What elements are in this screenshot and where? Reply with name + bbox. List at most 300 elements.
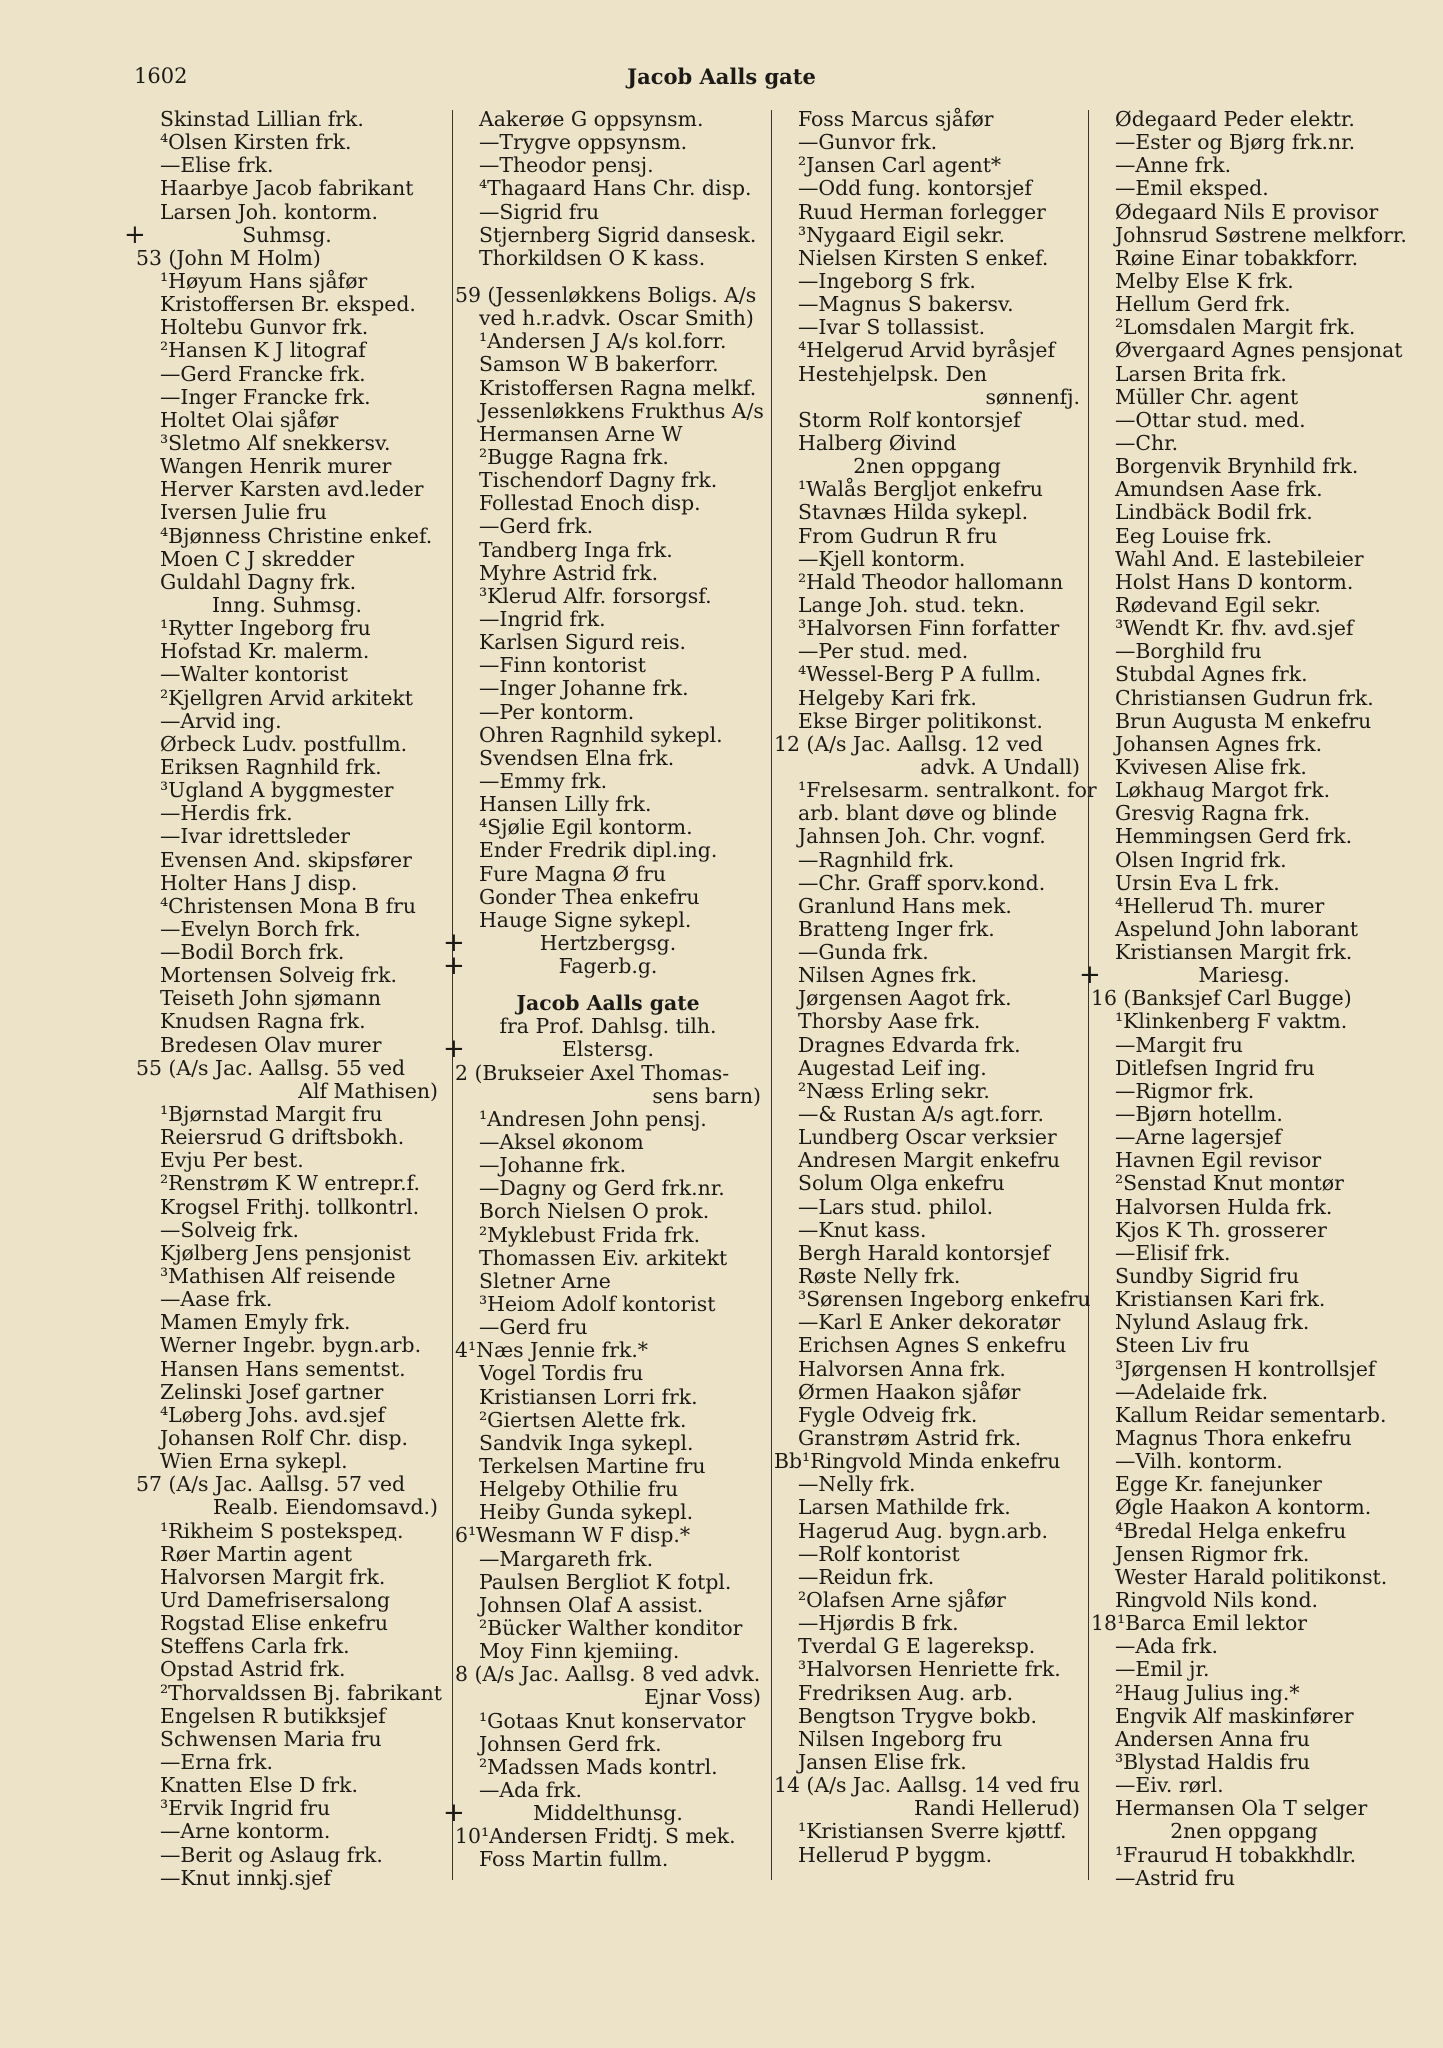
directory-line: Samson W B bakerforr. <box>479 352 719 377</box>
directory-line: Løkhaug Margot frk. <box>1115 778 1331 803</box>
directory-line: 12 (A/s Jac. Aallsg. 12 ved <box>774 731 1044 756</box>
directory-line: ¹Høyum Hans sjåfør <box>160 268 368 293</box>
directory-line: —Ada frk. <box>479 1777 582 1802</box>
directory-line: Kristiansen Lorri frk. <box>479 1384 698 1409</box>
directory-line: —Ingeborg S frk. <box>798 268 976 293</box>
directory-line: Røine Einar tobakkforr. <box>1115 245 1359 270</box>
directory-line: ²Jansen Carl agent* <box>798 153 1002 178</box>
directory-line: Larsen Brita frk. <box>1115 361 1287 386</box>
directory-line: 2nen oppgang <box>853 454 1001 479</box>
directory-line: ³Wendt Kr. fhv. avd.sjef <box>1115 616 1354 641</box>
directory-line: Granstrøm Astrid frk. <box>798 1426 1022 1451</box>
directory-line: Myhre Astrid frk. <box>479 560 659 585</box>
directory-line: —Dagny og Gerd frk.nr. <box>479 1176 725 1201</box>
cross-street-label: Fagerb.g. <box>558 954 658 979</box>
directory-line <box>124 219 438 250</box>
cross-street-label: Mariesg. <box>1198 963 1290 988</box>
directory-line: ¹Bjørnstad Margit fru <box>160 1102 383 1127</box>
directory-line: Hermansen Ola T selger <box>1115 1796 1368 1821</box>
directory-line: ¹Andersen J A/s kol.forr. <box>479 329 727 354</box>
directory-line: Jansen Elise frk. <box>798 1749 967 1774</box>
directory-line: Aspelund John laborant <box>1115 916 1359 941</box>
directory-line: Urd Damefrisersalong <box>160 1588 391 1612</box>
directory-line: ¹Frelsesarm. sentralkont. for <box>798 778 1097 803</box>
directory-line: Steen Liv fru <box>1115 1333 1250 1358</box>
directory-line: ²Lomsdalen Margit frk. <box>1115 315 1356 340</box>
directory-line: Halberg Øivind <box>798 430 957 455</box>
directory-line: Johansen Rolf Chr. disp. <box>160 1426 408 1451</box>
directory-line: —Gerd Francke frk. <box>160 361 366 386</box>
directory-line: Eriksen Ragnhild frk. <box>160 754 382 779</box>
directory-line: Wangen Henrik murer <box>160 454 392 479</box>
running-head: Jacob Aalls gate <box>627 64 816 89</box>
directory-line: —Trygve oppsynsm. <box>479 130 688 155</box>
column-rule-3 <box>1088 110 1089 1880</box>
directory-line: Andresen Margit enkefru <box>798 1148 1060 1173</box>
directory-line: ²Madssen Mads kontrl. <box>479 1754 718 1779</box>
directory-line: ³Heiom Adolf kontorist <box>479 1292 716 1317</box>
directory-line: Holtebu Gunvor frk. <box>160 315 369 340</box>
directory-line: ³Sletmo Alf snekkersv. <box>160 430 391 455</box>
directory-line: sønnenfj. <box>985 384 1080 409</box>
directory-line: ²Giertsen Alette frk. <box>479 1407 687 1432</box>
directory-line: Steffens Carla frk. <box>160 1634 350 1659</box>
directory-line: Iversen Julie fru <box>160 500 327 525</box>
directory-line: ³Halvorsen Henriette frk. <box>798 1657 1061 1682</box>
directory-line: —Theodor pensj. <box>479 153 654 178</box>
directory-line: Svendsen Elna frk. <box>479 745 675 770</box>
directory-line: ³Ervik Ingrid fru <box>160 1796 331 1821</box>
directory-line: Brun Augusta M enkefru <box>1115 708 1372 733</box>
directory-line: —Emil eksped. <box>1115 176 1269 201</box>
directory-line: 55 (A/s Jac. Aallsg. 55 ved <box>136 1055 406 1080</box>
directory-line: 2nen oppgang <box>1170 1819 1318 1844</box>
directory-line: Granlund Hans mek. <box>798 893 1012 918</box>
directory-line: Borgenvik Brynhild frk. <box>1115 454 1359 479</box>
directory-line: Olsen Ingrid frk. <box>1115 847 1287 872</box>
directory-line: ²Hald Theodor hallomann <box>798 569 1064 594</box>
directory-line: Krogsel Frithj. tollkontrl. <box>160 1194 420 1219</box>
directory-line: Heiby Gunda sykepl. <box>479 1500 694 1525</box>
directory-line: —Ragnhild frk. <box>798 847 955 872</box>
directory-line: Halvorsen Margit frk. <box>160 1564 386 1589</box>
directory-line: ²Bugge Ragna frk. <box>479 444 669 469</box>
directory-line: Bergh Harald kontorsjef <box>798 1240 1050 1265</box>
directory-line: ¹Gotaas Knut konservator <box>479 1708 746 1733</box>
directory-line: Solum Olga enkefru <box>798 1171 1005 1196</box>
directory-line: Aakerøe G oppsynsm. <box>479 107 704 131</box>
directory-column-2 <box>443 107 764 1872</box>
directory-line: Erichsen Agnes S enkefru <box>798 1333 1067 1358</box>
directory-line: Nilsen Ingeborg fru <box>798 1726 1003 1751</box>
cross-street-marker-icon: + <box>1079 960 1101 991</box>
directory-line: Vogel Tordis fru <box>479 1361 644 1386</box>
directory-line: —Ester og Bjørg frk.nr. <box>1115 130 1356 155</box>
directory-line: —Aksel økonom <box>479 1130 644 1155</box>
directory-line <box>443 1798 761 1829</box>
directory-line: Jahnsen Joh. Chr. vognf. <box>798 824 1046 849</box>
directory-line: 53 (John M Holm) <box>136 245 321 270</box>
directory-line: —Sigrid fru <box>479 199 600 224</box>
directory-line <box>1079 960 1397 991</box>
directory-line: ¹Andresen John pensj. <box>479 1106 707 1131</box>
directory-line: Johnsen Olaf A assist. <box>479 1592 704 1617</box>
directory-line: —Per kontorm. <box>479 699 635 724</box>
directory-line: Hauge Signe sykepl. <box>479 907 692 932</box>
directory-line: Storm Rolf kontorsjef <box>798 407 1021 432</box>
directory-line: —Adelaide frk. <box>1115 1379 1269 1404</box>
directory-line: —Kjell kontorm. <box>798 546 966 571</box>
directory-line: fra Prof. Dahlsg. tilh. <box>499 1014 717 1039</box>
directory-line: —Elisif frk. <box>1115 1240 1231 1265</box>
directory-line: Skinstad Lillian frk. <box>160 107 364 131</box>
directory-line: Schwensen Maria fru <box>160 1726 382 1751</box>
directory-line: —Knut kass. <box>798 1217 927 1242</box>
directory-line: Øgle Haakon A kontorm. <box>1115 1495 1372 1520</box>
directory-line: ³Ugland A byggmester <box>160 778 394 803</box>
directory-line: Halvorsen Hulda frk. <box>1115 1194 1333 1219</box>
directory-line: arb. blant døve og blinde <box>798 801 1058 826</box>
spacer <box>455 978 761 992</box>
directory-line: —Margit fru <box>1115 1032 1243 1057</box>
directory-line: Ditlefsen Ingrid fru <box>1115 1055 1315 1080</box>
directory-line: ³Klerud Alfr. forsorgsf. <box>479 583 712 608</box>
directory-line: —Inger Johanne frk. <box>479 676 689 701</box>
directory-line: Stjernberg Sigrid dansesk. <box>479 222 757 247</box>
directory-line: Wester Harald politikonst. <box>1115 1564 1388 1589</box>
directory-line: Nielsen Kirsten S enkef. <box>798 245 1049 270</box>
directory-line: Stavnæs Hilda sykepl. <box>798 500 1029 525</box>
directory-line: Evensen And. skipsfører <box>160 847 412 872</box>
directory-line: —Astrid fru <box>1115 1865 1236 1890</box>
directory-line: Haarbye Jacob fabrikant <box>160 176 414 201</box>
directory-line: Follestad Enoch disp. <box>479 491 701 516</box>
directory-line: Hellum Gerd frk. <box>1115 292 1291 317</box>
directory-line: Kjølberg Jens pensjonist <box>160 1240 411 1265</box>
directory-line: —Chr. Graff sporv.kond. <box>798 870 1046 895</box>
directory-line: Müller Chr. agent <box>1115 384 1299 409</box>
directory-line: Helgeby Othilie fru <box>479 1477 679 1502</box>
directory-line: Ørbeck Ludv. postfullm. <box>160 731 408 756</box>
directory-line: ²Bücker Walther konditor <box>479 1616 743 1640</box>
cross-street-marker-icon: + <box>124 219 146 250</box>
directory-line: —Eiv. rørl. <box>1115 1773 1224 1798</box>
directory-line: —Evelyn Borch frk. <box>160 916 361 941</box>
directory-line: —Arne kontorm. <box>160 1819 331 1844</box>
directory-line: Jessenløkkens Frukthus A/s <box>479 398 764 423</box>
directory-line: ¹Klinkenberg F vaktm. <box>1115 1009 1348 1034</box>
directory-line: Knudsen Ragna frk. <box>160 1009 366 1034</box>
directory-line: Jørgensen Aagot frk. <box>798 986 1012 1011</box>
directory-line: ⁴Hellerud Th. murer <box>1115 893 1325 918</box>
directory-line: Zelinski Josef gartner <box>160 1379 384 1404</box>
directory-line: Rødevand Egil sekr. <box>1115 592 1321 617</box>
directory-line: Ursin Eva L frk. <box>1115 870 1280 895</box>
directory-line: Herver Karsten avd.leder <box>160 477 424 502</box>
directory-line: Holst Hans D kontorm. <box>1115 569 1354 594</box>
directory-line: ³Jørgensen H kontrollsjef <box>1115 1356 1376 1381</box>
directory-line: Borch Nielsen O prok. <box>479 1199 710 1224</box>
directory-line: —Knut innkj.sjef <box>160 1865 331 1890</box>
directory-line: Hofstad Kr. malerm. <box>160 639 370 664</box>
directory-line: 59 (Jessenløkkens Boligs. A/s <box>455 282 757 307</box>
directory-line: Thorsby Aase frk. <box>798 1009 981 1034</box>
directory-line: ¹Walås Bergljot enkefru <box>798 477 1043 502</box>
directory-line: Hansen Hans sementst. <box>160 1356 406 1381</box>
directory-line: Mortensen Solveig frk. <box>160 963 397 988</box>
directory-line: ⁴Helgerud Arvid byråsjef <box>798 338 1056 363</box>
directory-line: Nylund Aslaug frk. <box>1115 1310 1310 1335</box>
directory-line: ³Sørensen Ingeborg enkefru <box>798 1287 1091 1312</box>
directory-line: Nilsen Agnes frk. <box>798 963 978 988</box>
directory-line: Thorkildsen O K kass. <box>479 245 706 270</box>
directory-line: Larsen Mathilde frk. <box>798 1495 1011 1520</box>
directory-line: —Finn kontorist <box>479 653 646 678</box>
directory-line: Hansen Lilly frk. <box>479 792 652 817</box>
directory-line: Lindbäck Bodil frk. <box>1115 500 1313 525</box>
directory-line: —Hjørdis B frk. <box>798 1611 959 1636</box>
directory-line: ¹Kristiansen Sverre kjøttf. <box>798 1819 1067 1844</box>
directory-line: From Gudrun R fru <box>798 523 998 548</box>
directory-line: —Arvid ing. <box>160 708 282 733</box>
directory-line: Terkelsen Martine fru <box>479 1454 706 1479</box>
directory-line: —& Rustan A/s agt.forr. <box>798 1102 1044 1127</box>
directory-line: —Ingrid frk. <box>479 606 606 631</box>
column-rule-1 <box>452 110 453 1880</box>
directory-line: Ringvold Nils kond. <box>1115 1588 1319 1612</box>
directory-line: sens barn) <box>652 1083 761 1108</box>
directory-line: Sandvik Inga sykepl. <box>479 1430 694 1455</box>
directory-line: Egge Kr. fanejunker <box>1115 1472 1322 1497</box>
directory-line: 4¹Næs Jennie frk.* <box>455 1338 649 1363</box>
directory-line: Larsen Joh. kontorm. <box>160 199 378 224</box>
directory-line: Mamen Emyly frk. <box>160 1310 351 1335</box>
directory-line: Øvergaard Agnes pensjonat <box>1115 338 1403 363</box>
directory-line: ³Halvorsen Finn forfatter <box>798 616 1060 641</box>
directory-line: Bb¹Ringvold Minda enkefru <box>774 1449 1061 1474</box>
directory-line: ²Næss Erling sekr. <box>798 1078 990 1103</box>
directory-line: Hemmingsen Gerd frk. <box>1115 824 1353 849</box>
directory-line: ²Senstad Knut montør <box>1115 1171 1344 1196</box>
directory-line: advk. A Undall) <box>920 754 1080 779</box>
directory-line: —Gunda frk. <box>798 940 929 965</box>
directory-line: Wahl And. E lastebileier <box>1115 546 1364 571</box>
directory-line: Kallum Reidar sementarb. <box>1115 1402 1387 1427</box>
directory-line: Bengtson Trygve bokb. <box>798 1703 1037 1728</box>
directory-line: 14 (A/s Jac. Aallsg. 14 ved fru <box>774 1773 1081 1798</box>
directory-line: 8 (A/s Jac. Aallsg. 8 ved advk. <box>455 1662 761 1687</box>
directory-line: 2 (Brukseier Axel Thomas- <box>455 1060 730 1085</box>
directory-line: ²Haug Julius ing.* <box>1115 1680 1300 1705</box>
directory-line: —Emil jr. <box>1115 1657 1210 1682</box>
directory-line: Reiersrud G driftsbokh. <box>160 1125 405 1150</box>
directory-line: ¹Rytter Ingeborg fru <box>160 616 371 641</box>
directory-line <box>443 927 761 958</box>
directory-line: Rogstad Elise enkefru <box>160 1611 389 1636</box>
directory-line: Engvik Alf maskinfører <box>1115 1703 1354 1728</box>
directory-line: —Arne lagersjef <box>1115 1125 1282 1150</box>
directory-line: Werner Ingebr. bygn.arb. <box>160 1333 422 1358</box>
directory-line: Fygle Odveig frk. <box>798 1402 978 1427</box>
directory-line: Jensen Rigmor frk. <box>1115 1541 1310 1566</box>
directory-line: —Gerd frk. <box>479 514 594 539</box>
directory-line: Holter Hans J disp. <box>160 870 358 895</box>
cross-street-marker-icon: + <box>443 1798 465 1829</box>
directory-line: ²Hansen K J litograf <box>160 338 366 363</box>
directory-line: ³Blystad Haldis fru <box>1115 1749 1310 1774</box>
directory-line: —Emmy frk. <box>479 768 608 793</box>
directory-line: Foss Martin fullm. <box>479 1847 669 1872</box>
directory-line: ⁴Christensen Mona B fru <box>160 893 416 918</box>
directory-line: Helgeby Kari frk. <box>798 685 977 710</box>
directory-line: Kristiansen Kari frk. <box>1115 1287 1326 1312</box>
directory-line: —Per stud. med. <box>798 639 969 664</box>
cross-street-label: Elstersg. <box>562 1037 654 1062</box>
directory-line: Kristiansen Margit frk. <box>1115 940 1353 965</box>
directory-line: 6¹Wesmann W F disp.* <box>455 1523 691 1548</box>
directory-line: ¹Fraurud H tobakkhdlr. <box>1115 1842 1357 1867</box>
directory-line: Foss Marcus sjåfør <box>798 107 994 131</box>
directory-line: Andersen Anna fru <box>1115 1726 1310 1751</box>
directory-line: 16 (Banksjef Carl Bugge) <box>1091 986 1352 1011</box>
directory-line: Christiansen Gudrun frk. <box>1115 685 1374 710</box>
directory-line: Guldahl Dagny frk. <box>160 569 357 594</box>
directory-line: Johnsen Gerd frk. <box>479 1731 662 1756</box>
directory-line: ²Renstrøm K W entrepr.f. <box>160 1171 420 1196</box>
directory-line: Hagerud Aug. bygn.arb. <box>798 1518 1049 1543</box>
directory-line: —Margareth frk. <box>479 1546 654 1571</box>
directory-line: Hellerud P byggm. <box>798 1842 993 1867</box>
directory-column-3 <box>774 107 1097 1867</box>
directory-line: Hestehjelpsk. Den <box>798 361 988 386</box>
directory-line: Realb. Eiendomsavd.) <box>212 1495 438 1520</box>
directory-line: ⁴Bredal Helga enkefru <box>1115 1518 1347 1543</box>
directory-line: Gresvig Ragna frk. <box>1115 801 1311 826</box>
directory-line: Røer Martin agent <box>160 1541 353 1566</box>
cross-street-marker-icon: + <box>443 1034 465 1065</box>
directory-line: Wien Erna sykepl. <box>160 1449 348 1474</box>
directory-line: Bratteng Inger frk. <box>798 916 995 941</box>
directory-line: Amundsen Aase frk. <box>1115 477 1323 502</box>
directory-line: Ekse Birger politikonst. <box>798 708 1043 733</box>
directory-line: ²Thorvaldssen Bj. fabrikant <box>160 1680 442 1705</box>
directory-line: —Aase frk. <box>160 1287 273 1312</box>
directory-line: Ruud Herman forlegger <box>798 199 1046 224</box>
cross-street-label: Middelthunsg. <box>533 1801 683 1826</box>
directory-line: Eeg Louise frk. <box>1115 523 1273 548</box>
directory-line: —Ivar S tollassist. <box>798 315 986 340</box>
directory-line: ⁴Thagaard Hans Chr. disp. <box>479 176 752 201</box>
directory-line: —Herdis frk. <box>160 801 293 826</box>
directory-line: —Inger Francke frk. <box>160 384 371 409</box>
directory-line: Lange Joh. stud. tekn. <box>798 592 1026 617</box>
directory-line: Inng. Suhmsg. <box>212 592 362 617</box>
directory-line: Kristoffersen Ragna melkf. <box>479 375 757 400</box>
directory-line: —Bjørn hotellm. <box>1115 1102 1283 1127</box>
directory-line: —Gerd fru <box>479 1315 588 1340</box>
directory-line: 57 (A/s Jac. Aallsg. 57 ved <box>136 1472 406 1497</box>
directory-line: Dragnes Edvarda frk. <box>798 1032 1021 1057</box>
directory-line: Moen C J skredder <box>160 546 355 571</box>
directory-line: Opstad Astrid frk. <box>160 1657 346 1682</box>
directory-line: Gonder Thea enkefru <box>479 884 700 909</box>
cross-street-label: Suhmsg. <box>242 222 332 247</box>
directory-line: Augestad Leif ing. <box>798 1055 987 1080</box>
directory-line: —Solveig frk. <box>160 1217 299 1242</box>
directory-line: Moy Finn kjemiing. <box>479 1639 680 1664</box>
directory-line: ⁴Løberg Johs. avd.sjef <box>160 1402 386 1427</box>
directory-line: Tandberg Inga frk. <box>479 537 673 562</box>
directory-column-1 <box>124 107 442 1890</box>
directory-line: 10¹Andersen Fridtj. S mek. <box>455 1824 736 1849</box>
directory-line: Sletner Arne <box>479 1268 611 1293</box>
directory-line: —Ottar stud. med. <box>1115 407 1306 432</box>
directory-line: —Gunvor frk. <box>798 130 938 155</box>
directory-line: —Elise frk. <box>160 153 274 178</box>
directory-line: Thomassen Eiv. arkitekt <box>479 1245 728 1270</box>
directory-line: —Nelly frk. <box>798 1472 916 1497</box>
directory-line: Ødegaard Peder elektr. <box>1115 107 1355 131</box>
directory-line: Halvorsen Anna frk. <box>798 1356 1006 1381</box>
directory-line: ved h.r.advk. Oscar Smith) <box>479 306 754 331</box>
directory-line: —Ada frk. <box>1115 1634 1218 1659</box>
directory-line: Ender Fredrik dipl.ing. <box>479 838 718 863</box>
directory-line: —Erna frk. <box>160 1749 273 1774</box>
directory-line: —Walter kontorist <box>160 662 348 687</box>
directory-line: Tverdal G E lagereksp. <box>798 1634 1036 1659</box>
directory-line: Karlsen Sigurd reis. <box>479 630 687 655</box>
directory-line: Havnen Egil revisor <box>1115 1148 1322 1173</box>
directory-line: ²Myklebust Frida frk. <box>479 1222 701 1247</box>
cross-street-marker-icon: + <box>443 927 465 958</box>
cross-street-marker-icon: + <box>443 951 465 982</box>
cross-street-label: Hertzbergsg. <box>539 930 677 955</box>
directory-line: Melby Else K frk. <box>1115 268 1294 293</box>
directory-line: ⁴Wessel-Berg P A fullm. <box>798 662 1042 687</box>
directory-line: —Anne frk. <box>1115 153 1232 178</box>
directory-line: Fure Magna Ø fru <box>479 861 667 886</box>
directory-line: Ørmen Haakon sjåfør <box>798 1379 1021 1404</box>
directory-line: Fredriksen Aug. arb. <box>798 1680 1014 1705</box>
directory-column-4 <box>1079 107 1407 1890</box>
directory-line: Johansen Agnes frk. <box>1115 731 1323 756</box>
page-number: 1602 <box>134 64 188 88</box>
directory-line: —Borghild fru <box>1115 639 1262 664</box>
directory-line: Knatten Else D frk. <box>160 1773 358 1798</box>
directory-line: Paulsen Bergliot K fotpl. <box>479 1569 732 1594</box>
section-heading: Jacob Aalls gate <box>516 991 700 1016</box>
directory-line: Hermansen Arne W <box>479 421 683 446</box>
directory-line: ¹Rikheim S postekspeд. <box>160 1518 404 1543</box>
directory-line: Stubdal Agnes frk. <box>1115 662 1308 687</box>
directory-line: Alf Mathisen) <box>298 1078 438 1103</box>
directory-line: Engelsen R butikksjef <box>160 1703 386 1728</box>
directory-line: Kristoffersen Br. eksped. <box>160 292 416 317</box>
directory-line: ³Nygaard Eigil sekr. <box>798 222 1006 247</box>
directory-line: Kjos K Th. grosserer <box>1115 1217 1327 1242</box>
directory-line: ²Olafsen Arne sjåfør <box>798 1588 1006 1612</box>
directory-line: ³Mathisen Alf reisende <box>160 1264 396 1289</box>
directory-line: —Karl E Anker dekoratør <box>798 1310 1061 1335</box>
directory-line: —Vilh. kontorm. <box>1115 1449 1283 1474</box>
column-rule-2 <box>771 110 772 1880</box>
directory-line: —Reidun frk. <box>798 1564 935 1589</box>
directory-line: Bredesen Olav murer <box>160 1032 382 1057</box>
directory-line: Holtet Olai sjåfør <box>160 407 339 432</box>
directory-line: —Ivar idrettsleder <box>160 824 351 849</box>
directory-line: Sundby Sigrid fru <box>1115 1264 1300 1289</box>
directory-line: 18¹Barca Emil lektor <box>1091 1611 1307 1636</box>
